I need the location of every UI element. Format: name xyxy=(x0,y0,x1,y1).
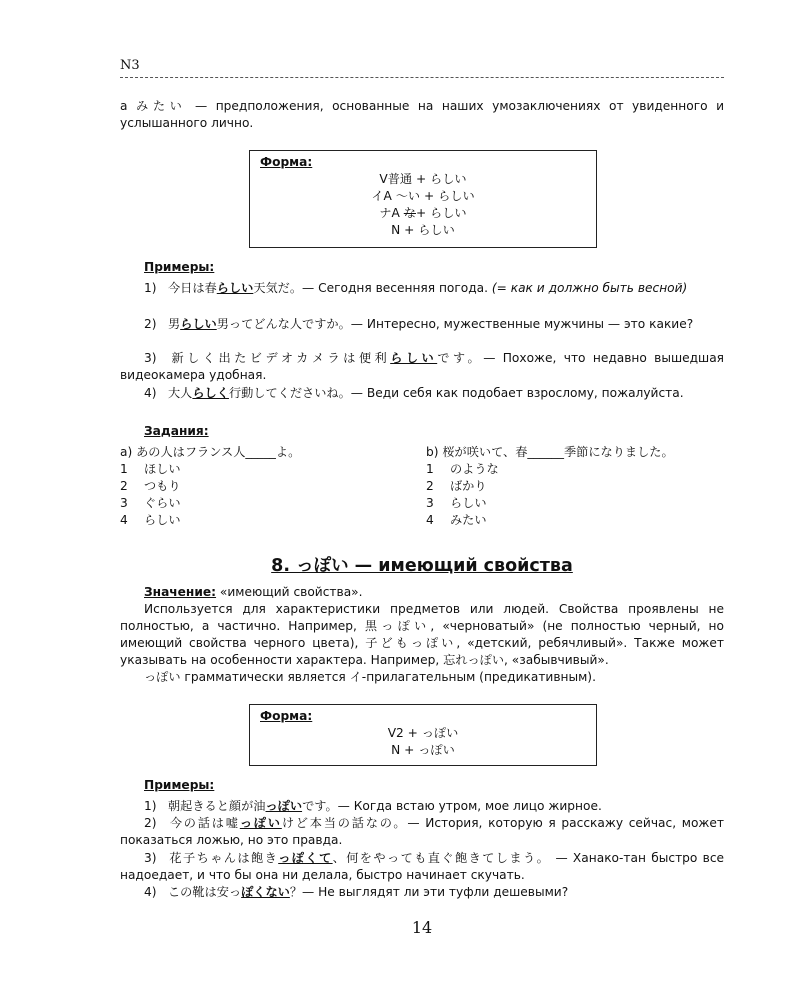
task-option: 3 らしい xyxy=(426,496,487,510)
tasks-heading: Задания: xyxy=(144,424,209,438)
form-line: イA 〜い + らしい xyxy=(371,189,475,203)
example-item: 4) この靴は安っぽくない？— Не выглядят ли эти туфли дешевыми? xyxy=(144,885,569,899)
header-divider xyxy=(120,77,724,78)
example-item: 3) 花子ちゃんは飽きっぽくて、何をやっても直ぐ飽きてしまう。 — Ханако-тан быстро все надоедает, и что бы она ни делала, быстро начинает скучать. xyxy=(120,851,725,882)
example-item: 2) 今の話は嘘っぽいけど本当の話なの。— История, которую я расскажу сейчас, может показаться ложью, но это правда. xyxy=(120,816,724,847)
form-box-ppoi xyxy=(249,704,597,766)
chapter-title: 8. っぽい — имеющий свойства xyxy=(271,556,573,576)
meaning-line: Значение: «имеющий свойства». xyxy=(144,585,363,599)
task-option: 4 みたい xyxy=(426,513,487,527)
form-box-rashii xyxy=(249,150,597,248)
task-a xyxy=(120,444,410,529)
form-lines xyxy=(250,171,596,239)
example-item: 3) 新しく出たビデオカメラは便利らしいです。— Похоже, что недавно вышедшая видеокамера удобная. xyxy=(120,351,725,382)
task-question: a) あの人はフランス人_____よ。 xyxy=(120,445,301,459)
grammar-note: っぽい грамматически является イ-прилагательным (предикативным). xyxy=(144,670,596,684)
form-line: V普通 + らしい xyxy=(379,172,467,186)
task-option: 2 ばかり xyxy=(426,479,487,493)
meaning-paragraph: Используется для характеристики предметов или людей. Свойства проявлены не полностью, а частично. Например, 黒っぽい, «черноватый» (не полностью черный, но имеющий свойства черного цвета), 子どもっぽい, «детский, ребячливый». Также может указывать на особенности характера. Например, 忘れっぽい, «забывчивый». xyxy=(120,602,724,667)
form-line: ナA な+ らしい xyxy=(379,206,467,220)
struck-na: な xyxy=(403,206,416,220)
task-option: 3 ぐらい xyxy=(120,496,181,510)
task-option: 4 らしい xyxy=(120,513,181,527)
examples-heading: Примеры: xyxy=(144,778,215,792)
form-line: N + っぽい xyxy=(391,743,455,757)
examples-heading: Примеры: xyxy=(144,260,215,274)
page-number: 14 xyxy=(411,918,433,937)
example-item: 1) 今日は春らしい天気だ。— Сегодня весенняя погода. (= как и должно быть весной) xyxy=(144,281,688,295)
form-title: Форма: xyxy=(260,709,313,723)
form-lines xyxy=(250,725,596,759)
intro-paragraph: а みたい — предположения, основанные на наших умозаключениях от увиденного и услышанного лично. xyxy=(120,99,724,130)
task-option: 1 ほしい xyxy=(120,462,181,476)
meaning-label: Значение: xyxy=(144,585,217,599)
form-line: N + らしい xyxy=(391,223,455,237)
form-title: Форма: xyxy=(260,155,313,169)
form-line: V2 + っぽい xyxy=(387,726,459,740)
example-item: 4) 大人らしく行動してくださいね。— Веди себя как подобает взрослому, пожалуйста. xyxy=(144,386,684,400)
task-option: 1 のような xyxy=(426,462,499,476)
task-question: b) 桜が咲いて、春______季節になりました。 xyxy=(426,445,674,459)
task-option: 2 つもり xyxy=(120,479,181,493)
example-item: 1) 朝起きると顔が油っぽいです。— Когда встаю утром, мое лицо жирное. xyxy=(144,799,602,813)
level-header: N3 xyxy=(120,58,140,73)
task-b xyxy=(426,444,726,529)
example-item: 2) 男らしい男ってどんな人ですか。— Интересно, мужественные мужчины — это какие? xyxy=(144,317,694,331)
